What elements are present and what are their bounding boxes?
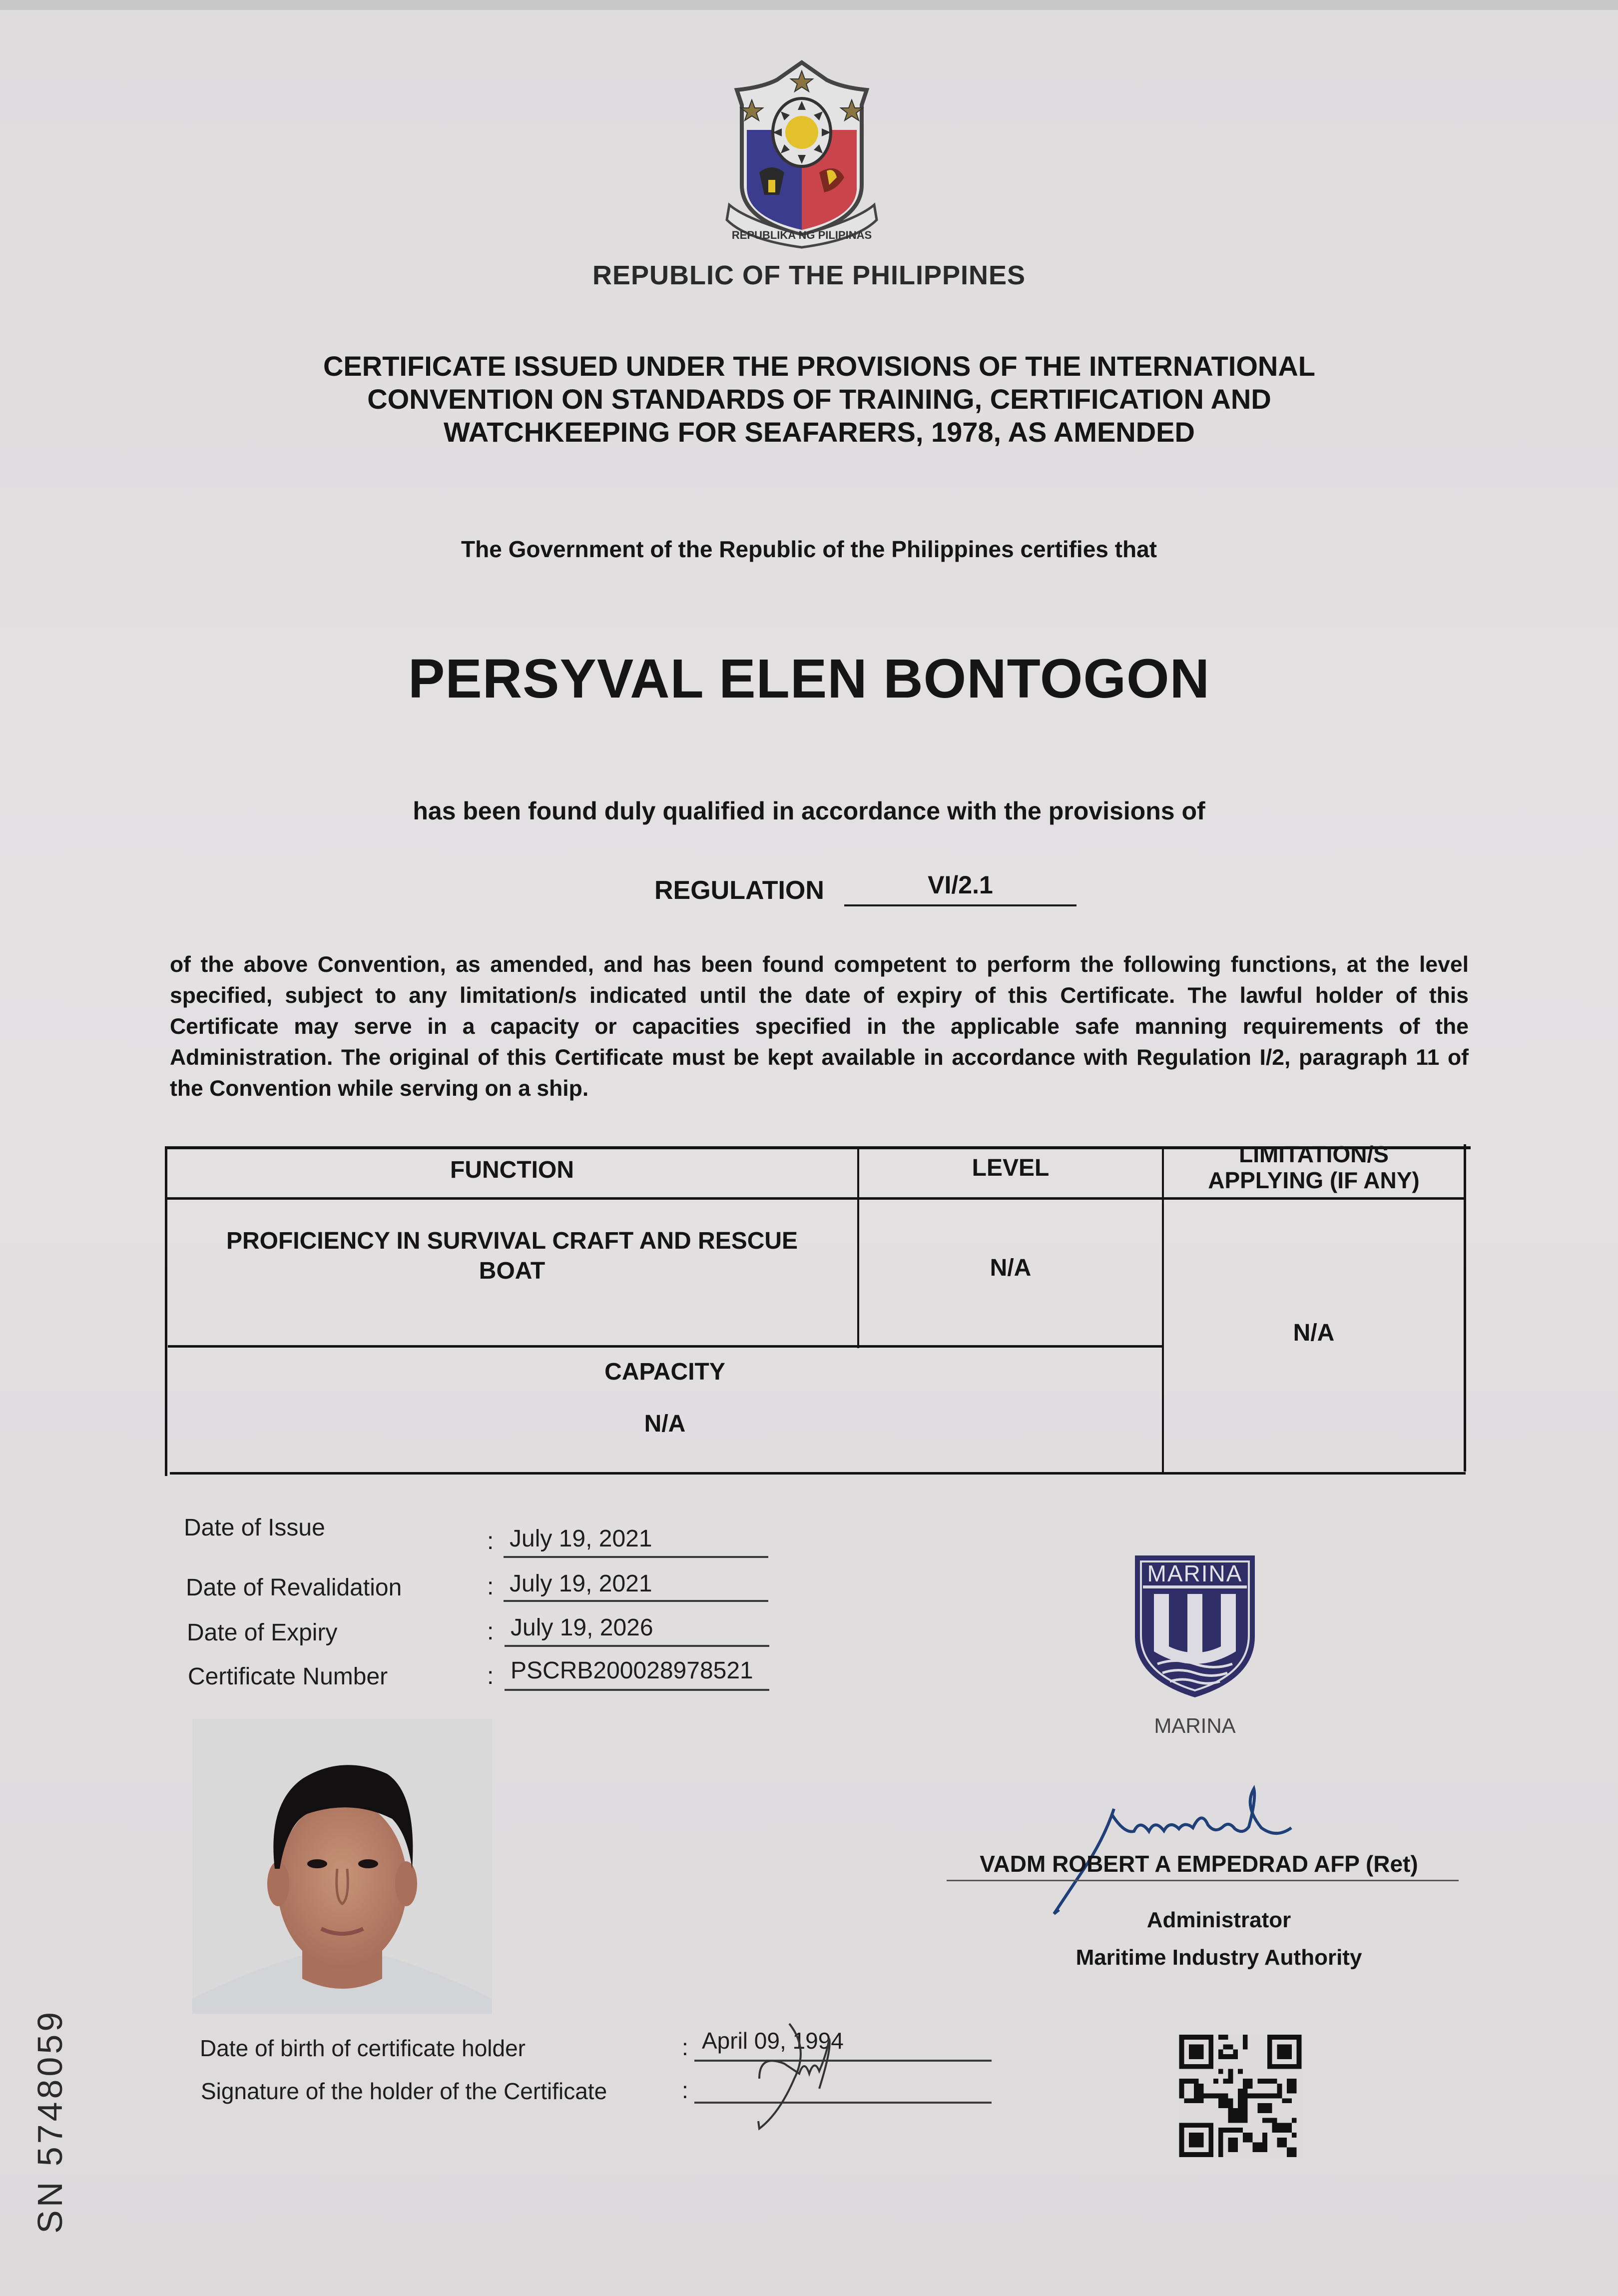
serial-number: SN 5748059	[30, 2009, 69, 2234]
signatory-line	[947, 1880, 1459, 1881]
table-border-bottom	[170, 1472, 1466, 1475]
header-limitation-line: APPLYING (IF ANY)	[1208, 1167, 1420, 1193]
signatory-name: VADM ROBERT A EMPEDRAD AFP (Ret)	[980, 1851, 1418, 1877]
table-capacity-divider	[168, 1345, 1164, 1348]
holder-signature	[729, 2019, 889, 2139]
heading-line: WATCHKEEPING FOR SEAFARERS, 1978, AS AMENDED	[444, 416, 1195, 448]
regulation-value: VI/2.1	[928, 871, 993, 899]
seal-motto: REPUBLIKA NG PILIPINAS	[731, 229, 872, 241]
detail-underline	[504, 1556, 768, 1558]
signature-label: Signature of the holder of the Certificate	[201, 2078, 607, 2104]
detail-colon: :	[487, 1663, 494, 1689]
marina-caption: MARINA	[1154, 1714, 1236, 1737]
holder-name: PERSYVAL ELEN BONTOGON	[408, 648, 1210, 710]
marina-logo-text: MARINA	[1147, 1560, 1243, 1586]
table-header-divider	[167, 1197, 1466, 1200]
date-of-revalidation-value: July 19, 2021	[510, 1570, 652, 1597]
qr-code[interactable]	[1178, 2035, 1303, 2157]
header-limitation-line: LIMITATION/S	[1239, 1141, 1389, 1167]
limitation-value: N/A	[1293, 1320, 1335, 1346]
signatory-title: Administrator	[1146, 1908, 1291, 1932]
function-value-line: BOAT	[479, 1258, 545, 1284]
competency-paragraph: of the above Convention, as amended, and has been found competent to perform the following functions, at the level specified, subject to any limitation/s indicated until the date of expiry of this Certificate. The lawful holder of this Certificate may serve in a capacity or capacities specified in the applicable safe manning requirements of the Administration. The original of this Certificate must be kept available in accordance with Regulation I/2, paragraph 11 of the Convention while serving on a ship.	[170, 952, 1469, 1101]
holder-photo	[192, 1719, 492, 2014]
header-function: FUNCTION	[450, 1157, 574, 1183]
dob-colon: :	[682, 2034, 688, 2060]
capacity-value: N/A	[644, 1411, 686, 1437]
regulation-label: REGULATION	[654, 876, 824, 905]
capacity-label: CAPACITY	[604, 1359, 725, 1385]
date-of-issue-value: July 19, 2021	[510, 1526, 652, 1552]
detail-colon: :	[487, 1573, 494, 1600]
dob-value: April 09, 1994	[702, 2028, 844, 2054]
table-border-left	[165, 1146, 167, 1476]
detail-colon: :	[487, 1618, 494, 1645]
header-level: LEVEL	[972, 1155, 1050, 1181]
regulation-underline	[844, 904, 1077, 906]
detail-label: Date of Revalidation	[186, 1574, 402, 1601]
date-of-expiry-value: July 19, 2026	[511, 1614, 653, 1641]
detail-underline	[505, 1645, 769, 1647]
function-value	[167, 1226, 857, 1286]
detail-label: Certificate Number	[188, 1663, 388, 1690]
marina-logo	[1130, 1551, 1260, 1701]
qualified-statement: has been found duly qualified in accordance with the provisions of	[413, 797, 1205, 825]
certificate-heading	[250, 350, 1389, 449]
heading-line: CERTIFICATE ISSUED UNDER THE PROVISIONS OF THE INTERNATIONAL	[323, 350, 1315, 382]
table-divider-level-limitation	[1162, 1146, 1164, 1474]
detail-label: Date of Issue	[184, 1515, 325, 1541]
function-value-line: PROFICIENCY IN SURVIVAL CRAFT AND RESCUE	[226, 1228, 798, 1254]
certificate-number-value: PSCRB200028978521	[511, 1657, 753, 1684]
header-limitation	[1164, 1141, 1464, 1193]
detail-colon: :	[487, 1528, 494, 1554]
country-title: REPUBLIC OF THE PHILIPPINES	[592, 260, 1026, 290]
dob-label: Date of birth of certificate holder	[200, 2035, 526, 2061]
signatory-organization: Maritime Industry Authority	[1076, 1945, 1362, 1970]
philippine-seal-logo	[717, 60, 887, 250]
signature-colon: :	[682, 2077, 688, 2103]
detail-underline	[504, 1600, 768, 1602]
level-value: N/A	[990, 1255, 1032, 1281]
certifies-statement: The Government of the Republic of the Philippines certifies that	[461, 536, 1157, 562]
table-border-right	[1464, 1144, 1466, 1472]
heading-line: CONVENTION ON STANDARDS OF TRAINING, CERTIFICATION AND	[367, 383, 1271, 415]
detail-label: Date of Expiry	[187, 1619, 338, 1646]
detail-underline	[505, 1689, 769, 1691]
